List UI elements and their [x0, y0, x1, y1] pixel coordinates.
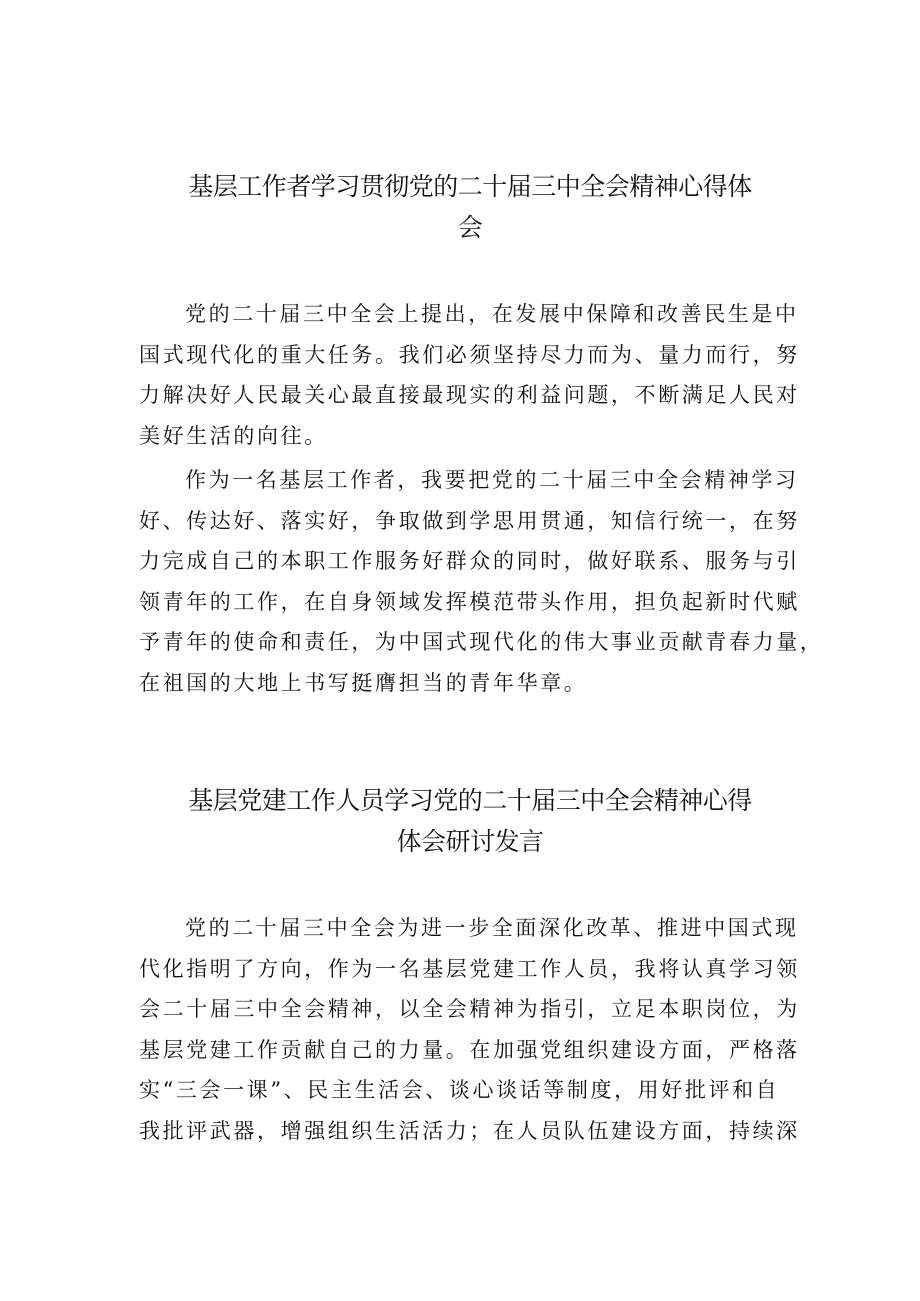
paragraph-line: 党的二十届三中全会上提出，在发展中保障和改善民生是中 [185, 302, 799, 326]
article-2-paragraph-1 [139, 908, 799, 1151]
article-2-title [140, 780, 800, 862]
paragraph-line: 国式现代化的重大任务。我们必须坚持尽力而为、量力而行，努 [139, 342, 800, 367]
paragraph-line: 代化指明了方向，作为一名基层党建工作人员，我将认真学习领 [139, 956, 800, 981]
paragraph-line: 予青年的使命和责任，为中国式现代化的伟大事业贡献青春力量， [139, 630, 824, 654]
paragraph-line: 力解决好人民最关心最直接最现实的利益问题，不断满足人民对 [139, 383, 800, 407]
paragraph-line: 在祖国的大地上书写挺膺担当的青年华章。 [139, 670, 588, 695]
article-1-paragraph-2 [139, 460, 824, 703]
paragraph-line: 作为一名基层工作者，我要把党的二十届三中全会精神学习 [185, 468, 799, 492]
paragraph-line: 党的二十届三中全会为进一步全面深化改革、推进中国式现 [185, 916, 799, 940]
article-1-title-line: 基层工作者学习贯彻党的二十届三中全会精神心得体 [188, 172, 752, 201]
article-1-title-line: 会 [457, 213, 483, 242]
article-1-title [140, 166, 800, 248]
paragraph-line: 会二十届三中全会精神，以全会精神为指引，立足本职岗位，为 [139, 997, 800, 1021]
paragraph-line: 我批评武器，增强组织生活活力；在人员队伍建设方面，持续深 [139, 1118, 800, 1143]
paragraph-line: 实“三会一课”、民主生活会、谈心谈话等制度，用好批评和自 [139, 1078, 780, 1102]
article-1-paragraph-1 [139, 294, 799, 456]
article-2-title-line: 基层党建工作人员学习党的二十届三中全会精神心得 [188, 786, 752, 815]
article-2-title-line: 体会研讨发言 [396, 827, 544, 856]
paragraph-line: 美好生活的向往。 [139, 423, 328, 448]
paragraph-line: 好、传达好、落实好，争取做到学思用贯通，知信行统一，在努 [139, 508, 800, 533]
paragraph-line: 基层党建工作贡献自己的力量。在加强党组织建设方面，严格落 [139, 1037, 800, 1062]
paragraph-line: 力完成自己的本职工作服务好群众的同时，做好联系、服务与引 [139, 549, 800, 573]
paragraph-line: 领青年的工作，在自身领域发挥模范带头作用，担负起新时代赋 [139, 589, 800, 614]
